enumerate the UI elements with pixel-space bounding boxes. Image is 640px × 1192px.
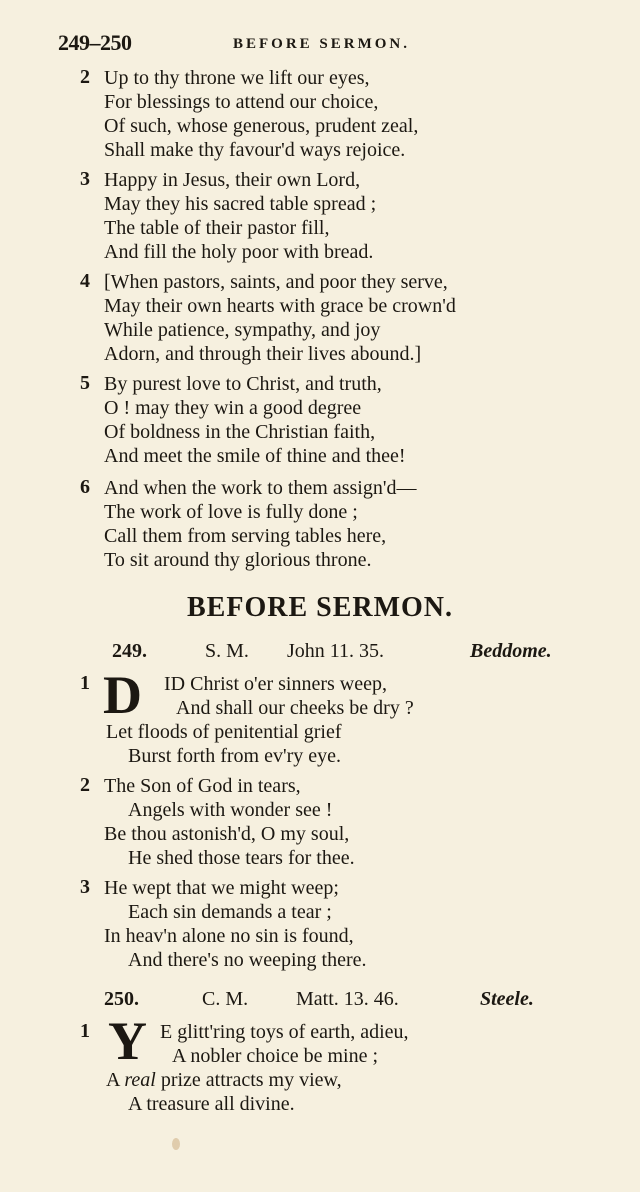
verse-line: May their own hearts with grace be crown'd (104, 295, 456, 317)
verse-line: Let floods of penitential grief (106, 721, 342, 743)
verse-line: To sit around thy glorious throne. (104, 549, 372, 571)
drop-cap: Y (108, 1011, 147, 1071)
verse-line: Call them from serving tables here, (104, 525, 387, 547)
stanza-number: 5 (80, 372, 90, 394)
verse-line: Burst forth from ev'ry eye. (128, 745, 341, 767)
section-title: BEFORE SERMON. (186, 592, 454, 623)
stanza-number: 1 (80, 1020, 90, 1042)
verse-line: Shall make thy favour'd ways rejoice. (104, 139, 406, 161)
hymn-meter: S. M. (205, 640, 249, 662)
verse-line: A nobler choice be mine ; (172, 1045, 379, 1067)
verse-line: The work of love is fully done ; (104, 501, 358, 523)
verse-line: May they his sacred table spread ; (104, 193, 377, 215)
verse-line: [When pastors, saints, and poor they serve, (104, 271, 448, 293)
hymn-author: Beddome. (470, 640, 552, 662)
stanza-number: 2 (80, 774, 90, 796)
verse-line: Angels with wonder see ! (128, 799, 333, 821)
verse-line: By purest love to Christ, and truth, (104, 373, 382, 395)
verse-line: He wept that we might weep; (104, 877, 339, 899)
verse-line: Up to thy throne we lift our eyes, (104, 67, 370, 89)
hymn-author: Steele. (480, 988, 534, 1010)
verse-line: And fill the holy poor with bread. (104, 241, 374, 263)
hymn-scripture: Matt. 13. 46. (296, 988, 399, 1010)
verse-line: Happy in Jesus, their own Lord, (104, 169, 361, 191)
page-numbers: 249–250 (58, 30, 132, 55)
verse-line: While patience, sympathy, and joy (104, 319, 381, 341)
verse-line: Be thou astonish'd, O my soul, (104, 823, 350, 845)
verse-line: Adorn, and through their lives abound.] (104, 343, 422, 365)
verse-line: And meet the smile of thine and thee! (104, 445, 406, 467)
ink-blot (172, 1138, 180, 1150)
verse-line: E glitt'ring toys of earth, adieu, (160, 1021, 409, 1043)
emphasis-word: real (124, 1069, 156, 1091)
stanza-number: 6 (80, 476, 90, 498)
verse-line: And shall our cheeks be dry ? (176, 697, 414, 719)
verse-line: Of such, whose generous, prudent zeal, (104, 115, 419, 137)
stanza-number: 3 (80, 876, 90, 898)
verse-line: For blessings to attend our choice, (104, 91, 379, 113)
verse-line: A treasure all divine. (128, 1093, 295, 1115)
verse-line: In heav'n alone no sin is found, (104, 925, 354, 947)
stanza-number: 1 (80, 672, 90, 694)
stanza-number: 4 (80, 270, 90, 292)
stanza-number: 2 (80, 66, 90, 88)
hymn-scripture: John 11. 35. (287, 640, 385, 662)
page-header (58, 30, 618, 60)
hymn-number: 250. (104, 988, 139, 1010)
verse-line: ID Christ o'er sinners weep, (164, 673, 387, 695)
verse-text: prize attracts my view, (155, 1069, 342, 1091)
verse-text: A (106, 1069, 125, 1091)
hymn-meter: C. M. (202, 988, 249, 1010)
verse-line: And there's no weeping there. (128, 949, 367, 971)
verse-line: He shed those tears for thee. (128, 847, 355, 869)
verse-line: Each sin demands a tear ; (128, 901, 332, 923)
drop-cap: D (103, 665, 142, 725)
verse-line: The Son of God in tears, (104, 775, 301, 797)
hymn-number: 249. (112, 640, 147, 662)
verse-line: The table of their pastor fill, (104, 217, 330, 239)
verse-line (106, 1068, 342, 1092)
verse-line: Of boldness in the Christian faith, (104, 421, 376, 443)
verse-line: And when the work to them assign'd— (104, 477, 417, 499)
running-title: BEFORE SERMON. (233, 36, 411, 52)
stanza-number: 3 (80, 168, 90, 190)
verse-line: O ! may they win a good degree (104, 397, 362, 419)
